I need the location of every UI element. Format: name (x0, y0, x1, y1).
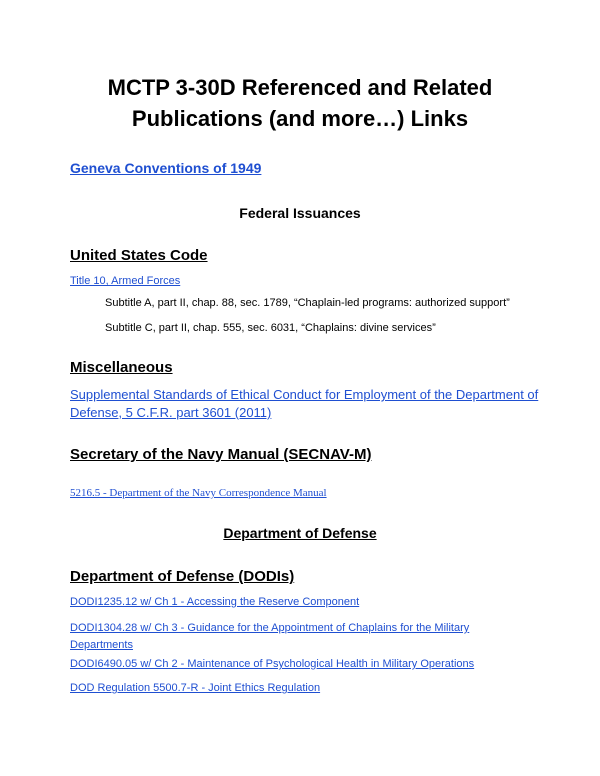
department-of-defense-heading: Department of Defense (223, 525, 377, 541)
ethical-conduct-link[interactable]: Supplemental Standards of Ethical Conduct for Employment of the Department of Defense, 5 C.F.R. part 3601 (2011) (70, 387, 539, 420)
dodi-1304-28-link[interactable]: DODI1304.28 w/ Ch 3 - Guidance for the Appointment of Chaplains for the Military Departments (70, 622, 470, 651)
page-title (40, 72, 560, 134)
federal-issuances-heading: Federal Issuances (239, 205, 361, 221)
secnav-heading: Secretary of the Navy Manual (SECNAV-M) (70, 446, 372, 463)
dodi-6490-05-link[interactable]: DODI6490.05 w/ Ch 2 - Maintenance of Psychological Health in Military Operations (70, 658, 475, 670)
dodi-1235-12-link[interactable]: DODI1235.12 w/ Ch 1 - Accessing the Reserve Component (70, 596, 360, 608)
geneva-conventions-link[interactable]: Geneva Conventions of 1949 (70, 160, 262, 176)
dod-regulation-5500-7-r-link[interactable]: DOD Regulation 5500.7-R - Joint Ethics Regulation (70, 682, 321, 694)
usc-item-1: Subtitle A, part II, chap. 88, sec. 1789, “Chaplain-led programs: authorized support” (105, 297, 510, 309)
secnav-correspondence-link[interactable]: 5216.5 - Department of the Navy Correspondence Manual (70, 487, 327, 499)
page-title-line-2: Publications (and more…) Links (131, 106, 469, 131)
page-title-line-1: MCTP 3-30D Referenced and Related (107, 75, 493, 100)
dodis-heading: Department of Defense (DODIs) (70, 568, 295, 585)
miscellaneous-heading: Miscellaneous (70, 359, 173, 376)
usc-item-2: Subtitle C, part II, chap. 555, sec. 6031, “Chaplains: divine services” (105, 322, 436, 334)
united-states-code-heading: United States Code (70, 247, 208, 264)
title-10-link[interactable]: Title 10, Armed Forces (70, 275, 181, 287)
